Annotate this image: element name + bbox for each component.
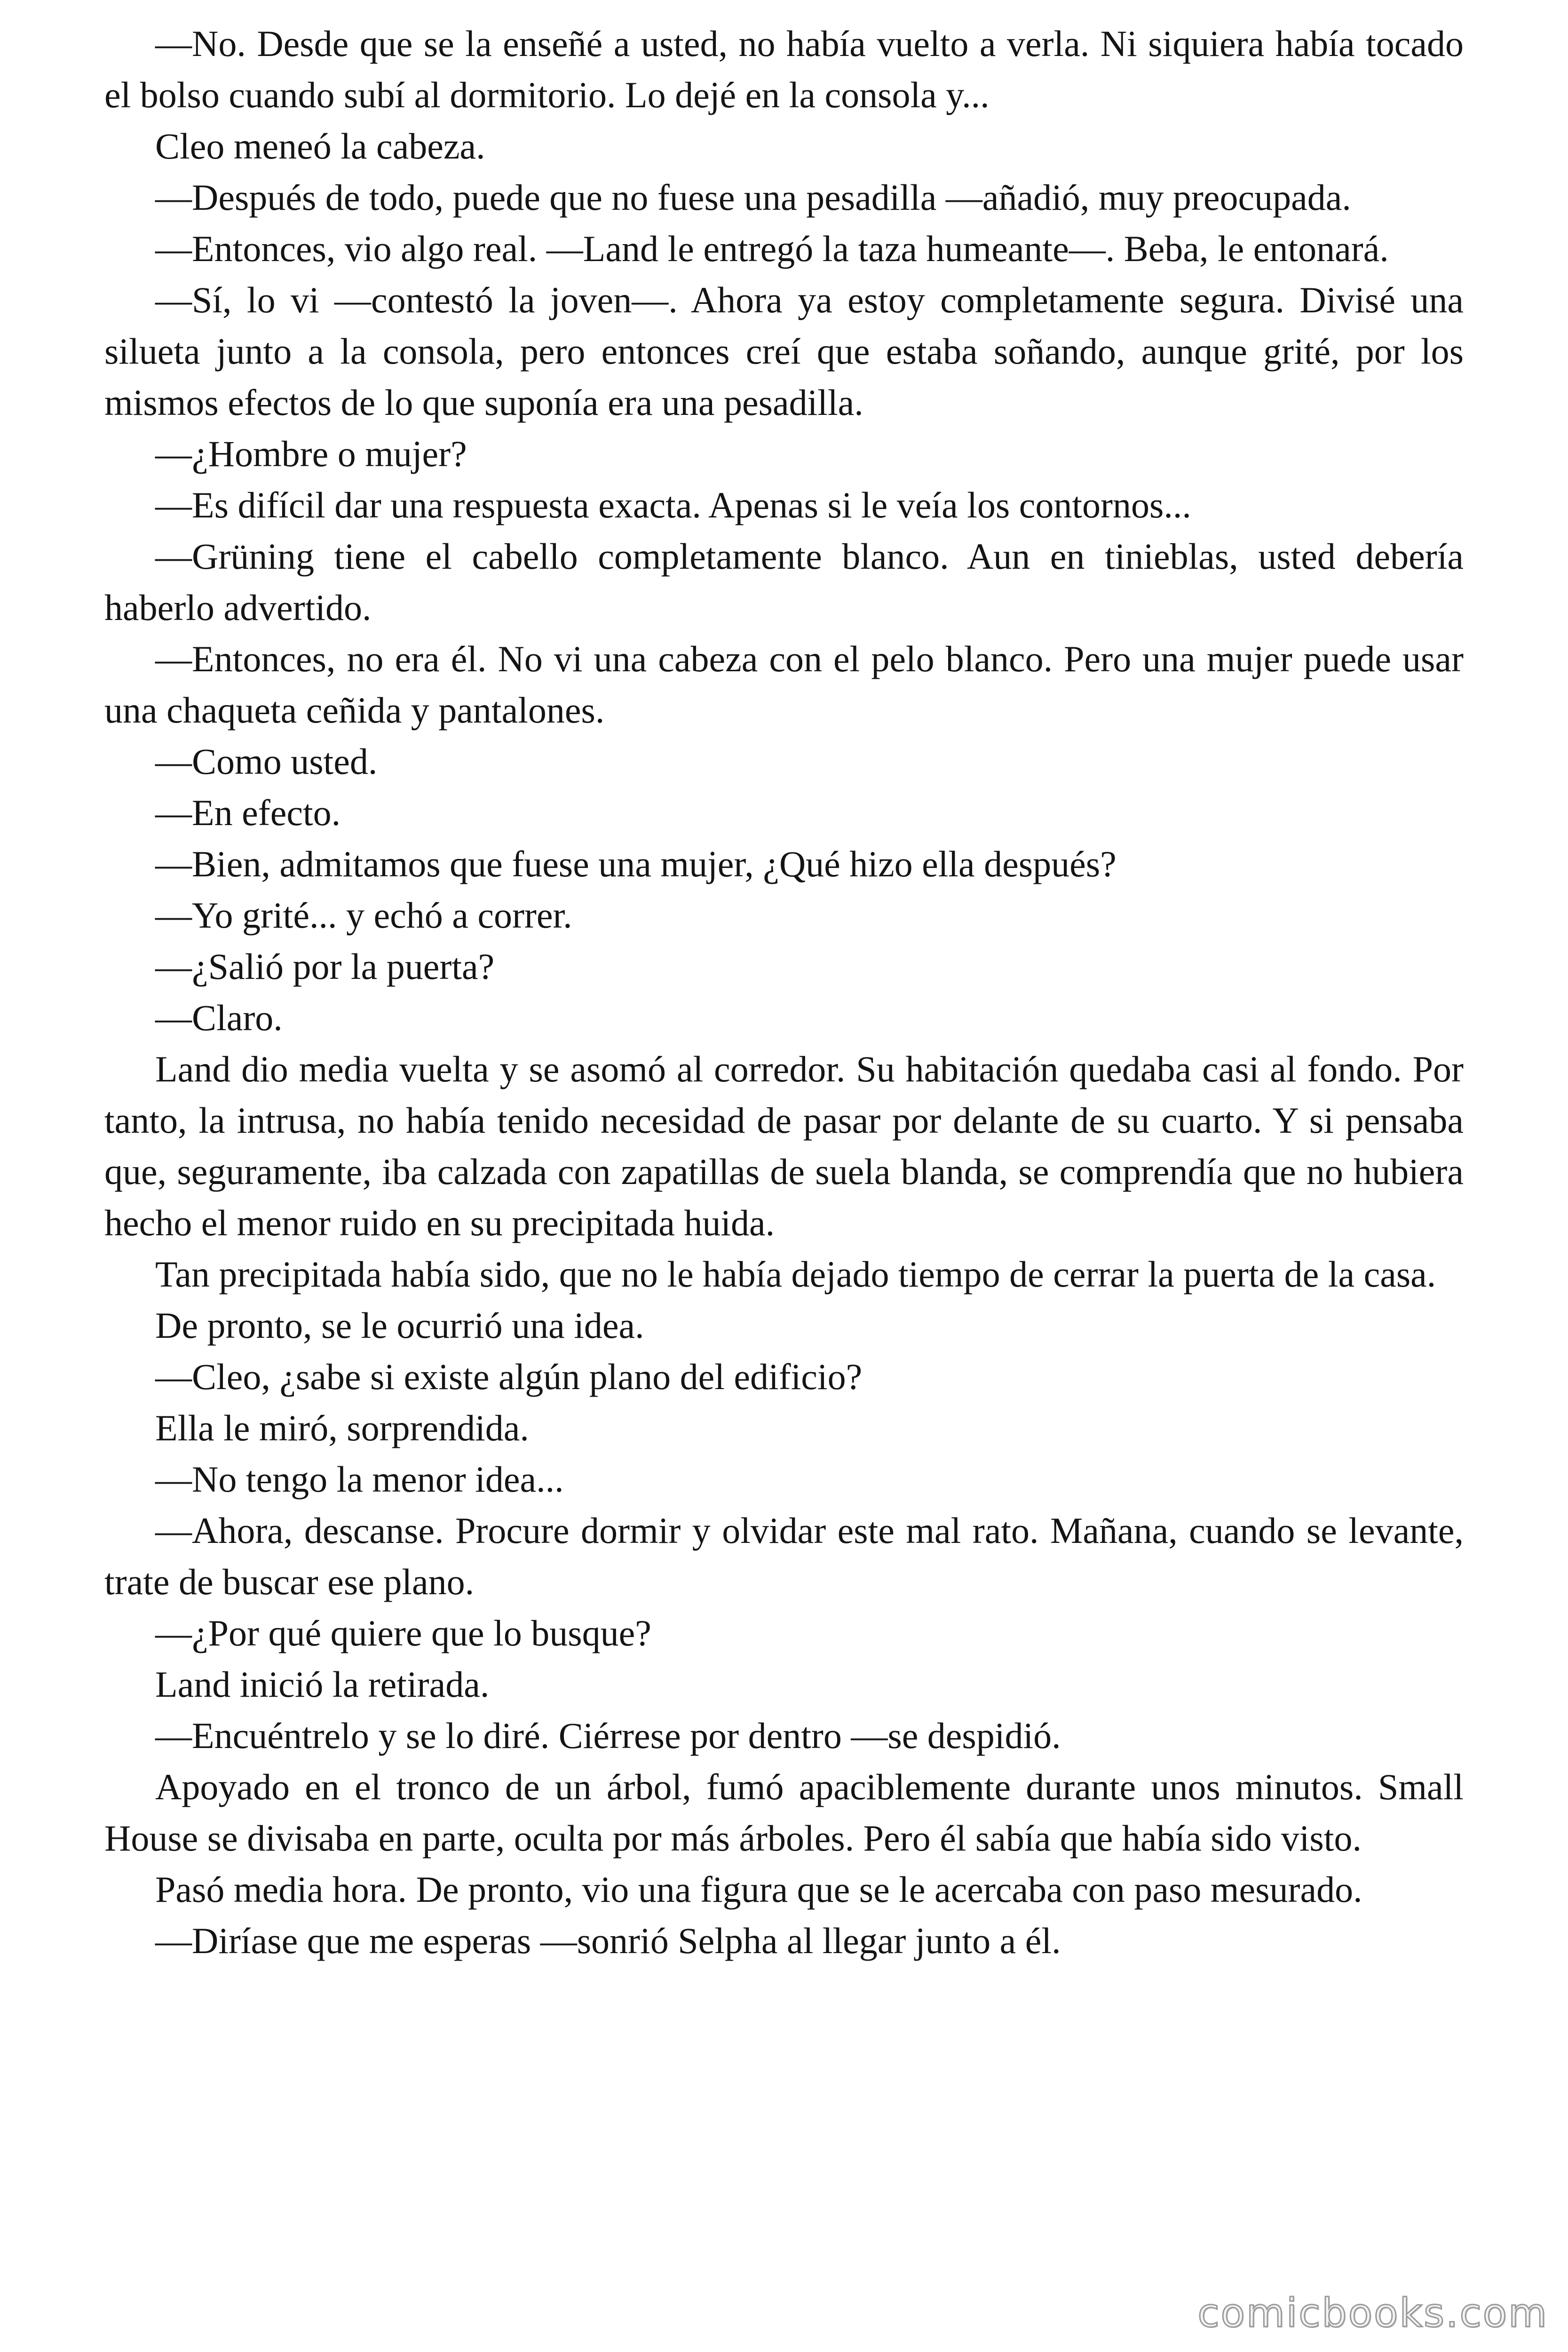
paragraph: —Sí, lo vi —contestó la joven—. Ahora ya estoy completamente segura. Divisé una silueta junto a la consola, pero entonces creí que estaba soñando, aunque grité, por los mismos efectos de lo que suponía era una pesadilla. <box>104 279 1464 423</box>
watermark-logo: comicbooks.com <box>1197 2290 1548 2336</box>
paragraph: Ella le miró, sorprendida. <box>155 1407 529 1448</box>
paragraph: —Ahora, descanse. Procure dormir y olvidar este mal rato. Mañana, cuando se levante, trate de buscar ese plano. <box>104 1510 1464 1602</box>
paragraph: —Claro. <box>155 997 283 1038</box>
paragraph: —Cleo, ¿sabe si existe algún plano del edificio? <box>155 1356 863 1397</box>
paragraph: Tan precipitada había sido, que no le había dejado tiempo de cerrar la puerta de la casa. <box>155 1254 1436 1295</box>
paragraph: —Bien, admitamos que fuese una mujer, ¿Qué hizo ella después? <box>155 843 1117 884</box>
paragraph: —Después de todo, puede que no fuese una pesadilla —añadió, muy preocupada. <box>155 177 1351 218</box>
paragraph: De pronto, se le ocurrió una idea. <box>155 1305 644 1346</box>
body-text <box>104 18 1464 1966</box>
paragraph: —Grüning tiene el cabello completamente blanco. Aun en tinieblas, usted debería haberlo advertido. <box>104 536 1464 628</box>
paragraph: Land dio media vuelta y se asomó al corredor. Su habitación quedaba casi al fondo. Por tanto, la intrusa, no había tenido necesidad de pasar por delante de su cuarto. Y si pensaba que, seguramente, iba calzada con zapatillas de suela blanda, se comprendía que no hubiera hecho el menor ruido en su precipitada huida. <box>104 1049 1464 1243</box>
paragraph: Land inició la retirada. <box>155 1664 490 1705</box>
paragraph: —Entonces, vio algo real. —Land le entregó la taza humeante—. Beba, le entonará. <box>155 228 1389 269</box>
paragraph: —Yo grité... y echó a correr. <box>155 895 572 936</box>
paragraph: —¿Salió por la puerta? <box>155 946 495 987</box>
paragraph: —Encuéntrelo y se lo diré. Ciérrese por dentro —se despidió. <box>155 1715 1061 1756</box>
paragraph: —¿Por qué quiere que lo busque? <box>155 1613 651 1653</box>
paragraph: Cleo meneó la cabeza. <box>155 126 485 167</box>
paragraph: Pasó media hora. De pronto, vio una figura que se le acercaba con paso mesurado. <box>155 1869 1362 1910</box>
paragraph: —Diríase que me esperas —sonrió Selpha al llegar junto a él. <box>155 1920 1061 1961</box>
paragraph: —Es difícil dar una respuesta exacta. Apenas si le veía los contornos... <box>155 485 1191 525</box>
paragraph: Apoyado en el tronco de un árbol, fumó apaciblemente durante unos minutos. Small House se divisaba en parte, oculta por más árboles. Pero él sabía que había sido visto. <box>104 1766 1464 1859</box>
paragraph: —No tengo la menor idea... <box>155 1459 564 1500</box>
paragraph: —Como usted. <box>155 741 378 782</box>
paragraph: —¿Hombre o mujer? <box>155 433 467 474</box>
paragraph: —No. Desde que se la enseñé a usted, no había vuelto a verla. Ni siquiera había tocado el bolso cuando subí al dormitorio. Lo dejé en la consola y... <box>104 23 1464 115</box>
paragraph: —Entonces, no era él. No vi una cabeza con el pelo blanco. Pero una mujer puede usar una chaqueta ceñida y pantalones. <box>104 638 1464 731</box>
paragraph: —En efecto. <box>155 792 341 833</box>
